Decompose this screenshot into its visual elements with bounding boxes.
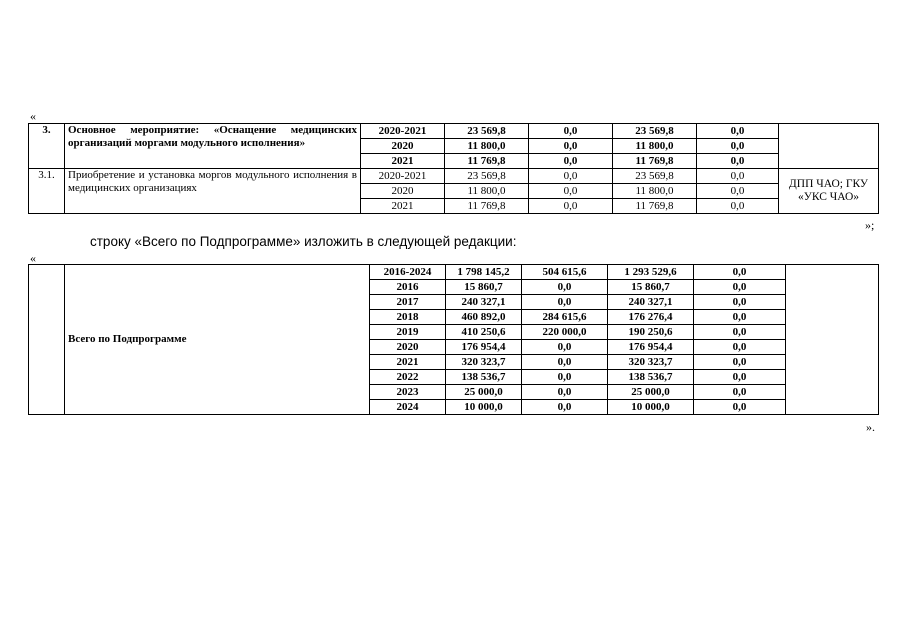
amount-cell: 0,0 [529,154,613,169]
amount-cell: 11 769,8 [445,154,529,169]
amount-cell: 0,0 [697,169,779,184]
amount-cell: 1 293 529,6 [608,265,694,280]
amount-cell: 176 954,4 [608,340,694,355]
period-cell: 2022 [370,370,446,385]
amount-cell: 0,0 [529,184,613,199]
period-cell: 2020-2021 [361,169,445,184]
amount-cell: 0,0 [529,124,613,139]
amount-cell: 0,0 [697,139,779,154]
amount-cell: 10 000,0 [608,400,694,415]
amount-cell: 0,0 [529,199,613,214]
close-quote-2: ». [866,420,875,434]
instruction-text: строку «Всего по Подпрограмме» изложить в следующей редакции: [90,234,517,249]
table-row [29,169,879,184]
amount-cell: 15 860,7 [446,280,522,295]
amount-cell: 0,0 [522,280,608,295]
responsible-cell: ДПП ЧАО; ГКУ «УКС ЧАО» [779,169,879,214]
amount-cell: 460 892,0 [446,310,522,325]
amount-cell: 0,0 [694,280,786,295]
measure-name: Основное мероприятие: «Оснащение медицинских организаций моргами модульного исполнения» [65,124,361,169]
amount-cell: 240 327,1 [608,295,694,310]
responsible-cell [786,265,879,415]
amount-cell: 0,0 [697,199,779,214]
amount-cell: 0,0 [529,139,613,154]
amount-cell: 11 769,8 [445,199,529,214]
amount-cell: 320 323,7 [446,355,522,370]
period-cell: 2020 [361,184,445,199]
amount-cell: 240 327,1 [446,295,522,310]
period-cell: 2021 [370,355,446,370]
amount-cell: 0,0 [694,265,786,280]
period-cell: 2016 [370,280,446,295]
amount-cell: 0,0 [694,325,786,340]
open-quote-2: « [30,251,36,265]
amount-cell: 138 536,7 [446,370,522,385]
table-row [29,124,879,139]
measure-name: Приобретение и установка моргов модульного исполнения в медицинских организациях [65,169,361,214]
open-quote-1: « [30,109,36,123]
amount-cell: 176 276,4 [608,310,694,325]
period-cell: 2020 [361,139,445,154]
amount-cell: 11 769,8 [613,199,697,214]
period-cell: 2024 [370,400,446,415]
amount-cell: 504 615,6 [522,265,608,280]
amount-cell: 0,0 [694,370,786,385]
amount-cell: 0,0 [697,184,779,199]
amount-cell: 0,0 [694,400,786,415]
period-cell: 2016-2024 [370,265,446,280]
amount-cell: 10 000,0 [446,400,522,415]
amount-cell: 25 000,0 [608,385,694,400]
amount-cell: 284 615,6 [522,310,608,325]
amount-cell: 0,0 [697,124,779,139]
period-cell: 2021 [361,154,445,169]
amount-cell: 0,0 [697,154,779,169]
amount-cell: 320 323,7 [608,355,694,370]
amount-cell: 0,0 [694,295,786,310]
close-quote-1: »; [865,218,875,232]
period-cell: 2017 [370,295,446,310]
amount-cell: 11 800,0 [445,184,529,199]
period-cell: 2020 [370,340,446,355]
row-number: 3. [29,124,65,169]
amount-cell: 25 000,0 [446,385,522,400]
amount-cell: 0,0 [694,310,786,325]
responsible-cell [779,124,879,169]
measures-table [28,123,879,214]
period-cell: 2018 [370,310,446,325]
amount-cell: 410 250,6 [446,325,522,340]
amount-cell: 190 250,6 [608,325,694,340]
amount-cell: 23 569,8 [613,124,697,139]
table-row [29,265,879,280]
amount-cell: 220 000,0 [522,325,608,340]
amount-cell: 0,0 [522,370,608,385]
amount-cell: 11 769,8 [613,154,697,169]
total-label: Всего по Подпрограмме [65,265,370,415]
row-number: 3.1. [29,169,65,214]
amount-cell: 0,0 [522,355,608,370]
amount-cell: 15 860,7 [608,280,694,295]
amount-cell: 0,0 [694,385,786,400]
period-cell: 2019 [370,325,446,340]
amount-cell: 23 569,8 [445,169,529,184]
amount-cell: 0,0 [522,340,608,355]
amount-cell: 0,0 [694,355,786,370]
amount-cell: 0,0 [529,169,613,184]
amount-cell: 11 800,0 [613,184,697,199]
amount-cell: 11 800,0 [613,139,697,154]
amount-cell: 176 954,4 [446,340,522,355]
row-number [29,265,65,415]
period-cell: 2023 [370,385,446,400]
amount-cell: 11 800,0 [445,139,529,154]
period-cell: 2020-2021 [361,124,445,139]
amount-cell: 23 569,8 [445,124,529,139]
period-cell: 2021 [361,199,445,214]
amount-cell: 138 536,7 [608,370,694,385]
amount-cell: 0,0 [522,385,608,400]
total-table [28,264,879,415]
amount-cell: 0,0 [522,295,608,310]
amount-cell: 23 569,8 [613,169,697,184]
amount-cell: 0,0 [694,340,786,355]
amount-cell: 1 798 145,2 [446,265,522,280]
amount-cell: 0,0 [522,400,608,415]
